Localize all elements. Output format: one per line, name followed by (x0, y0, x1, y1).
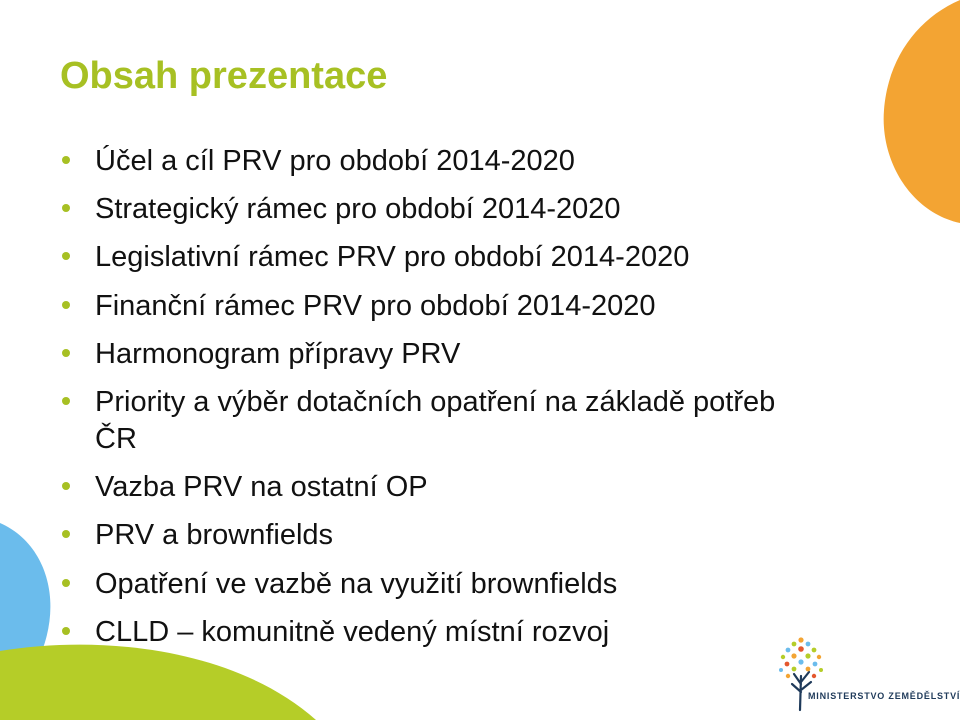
logo-text: MINISTERSTVO ZEMĚDĚLSTVÍ (808, 691, 960, 701)
bullet-item (60, 469, 820, 506)
bullet-item (60, 143, 820, 180)
bullet-text: Priority a výběr dotačních opatření na základě potřeb ČR (95, 385, 776, 455)
bullet-dot-icon (62, 204, 70, 212)
bullet-dot-icon (62, 579, 70, 587)
bullet-item (60, 336, 820, 373)
bullet-text: CLLD – komunitně vedený místní rozvoj (95, 615, 610, 648)
bullet-dot-icon (62, 530, 70, 538)
bullet-text: Vazba PRV na ostatní OP (95, 471, 428, 504)
bullet-dot-icon (62, 397, 70, 405)
orange-corner-shape (884, 0, 960, 223)
bullet-dot-icon (62, 349, 70, 357)
bullet-text: Harmonogram přípravy PRV (95, 337, 461, 370)
bullet-dot-icon (62, 252, 70, 260)
bullet-item (60, 239, 820, 276)
bullet-text: PRV a brownfields (95, 519, 334, 552)
bullet-dot-icon (62, 482, 70, 490)
bullet-list (60, 143, 820, 662)
slide-title: Obsah prezentace (60, 55, 388, 97)
bullet-item (60, 566, 820, 603)
bullet-text: Účel a cíl PRV pro období 2014-2020 (95, 145, 575, 177)
ministry-logo (770, 632, 960, 712)
bullet-text: Opatření ve vazbě na využití brownfields (95, 567, 618, 600)
bullet-item (60, 191, 820, 228)
bullet-dot-icon (62, 156, 70, 164)
bullet-dot-icon (62, 627, 70, 635)
bullet-item (60, 288, 820, 325)
bullet-item (60, 384, 820, 458)
bullet-dot-icon (62, 301, 70, 309)
bullet-item (60, 614, 820, 651)
bullet-item (60, 517, 820, 554)
bullet-text: Strategický rámec pro období 2014-2020 (95, 193, 621, 226)
bullet-text: Finanční rámec PRV pro období 2014-2020 (95, 289, 656, 322)
bullet-text: Legislativní rámec PRV pro období 2014-2020 (95, 241, 690, 274)
